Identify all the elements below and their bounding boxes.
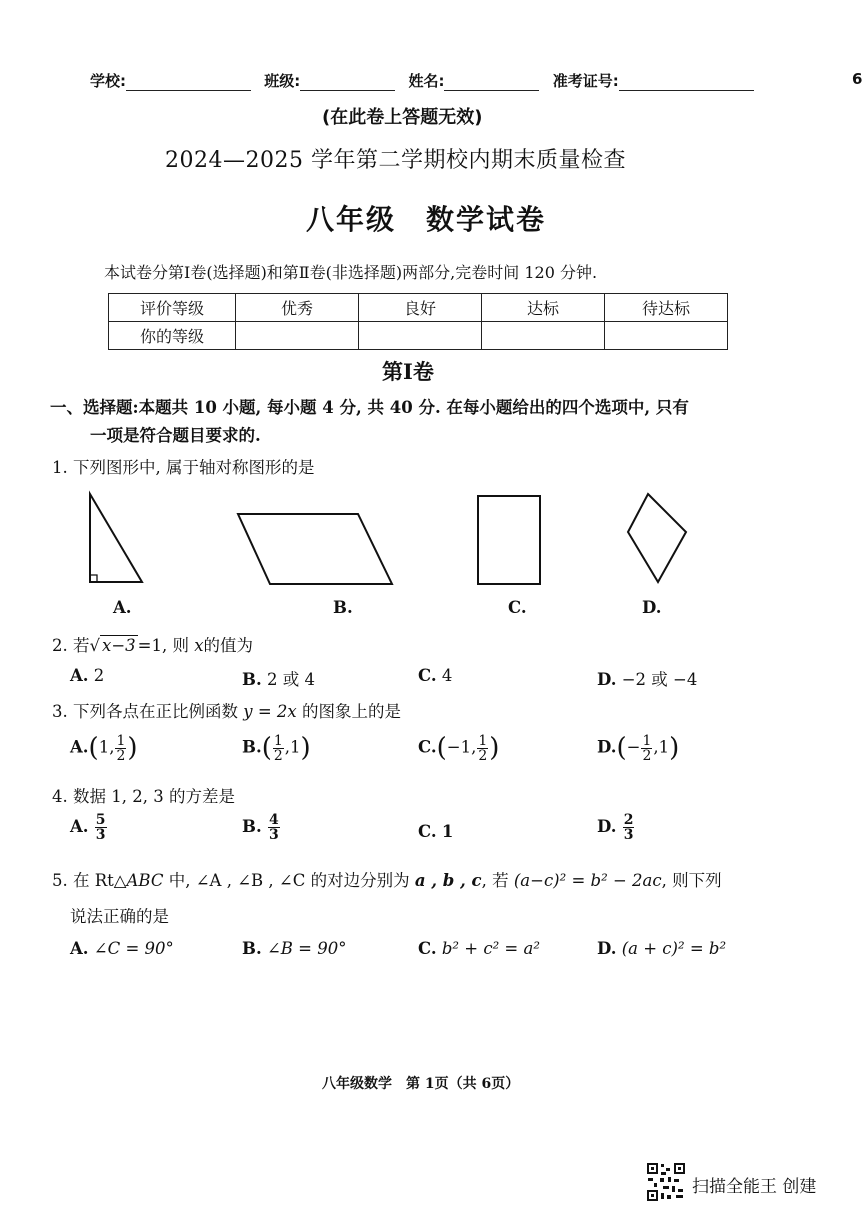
coord-y: 1 bbox=[290, 737, 301, 757]
q1-option-a-label: A. bbox=[113, 598, 132, 617]
page-footer: 八年级数学 第 1页（共 6页） bbox=[322, 1076, 520, 1092]
figure-b-parallelogram bbox=[238, 514, 392, 584]
question-text: , 若 bbox=[481, 871, 509, 890]
grade-table-cell: 良好 bbox=[359, 294, 482, 322]
q4-option-d[interactable] bbox=[597, 813, 635, 842]
grade-check-cell[interactable] bbox=[605, 322, 728, 350]
grade-check-cell[interactable] bbox=[236, 322, 359, 350]
q1-option-c-label: C. bbox=[508, 598, 527, 617]
fraction: $\frac{5}{3}$ bbox=[95, 812, 106, 843]
triangle-name: ABC bbox=[126, 871, 164, 890]
option-label: B. bbox=[242, 737, 262, 757]
class-label: 班级: bbox=[264, 72, 301, 90]
question-text: 在 Rt△ bbox=[73, 871, 127, 890]
q5-option-d[interactable] bbox=[597, 939, 726, 958]
grade-table-cell: 达标 bbox=[482, 294, 605, 322]
option-text: (a + c)² = b² bbox=[621, 939, 727, 958]
figure-c-rectangle bbox=[478, 496, 540, 584]
q4-option-a[interactable] bbox=[70, 813, 108, 842]
q3-option-d[interactable]: D.(− $\frac{1}{2}$ ,1) bbox=[597, 732, 680, 764]
name-field[interactable] bbox=[444, 74, 539, 91]
formula: y = 2x bbox=[243, 702, 297, 721]
radicand: x−3 bbox=[102, 636, 136, 655]
question-text: 若 bbox=[73, 636, 90, 655]
q5-option-b[interactable] bbox=[242, 939, 346, 958]
question-number: 5. bbox=[52, 871, 68, 890]
grade-check-cell[interactable] bbox=[359, 322, 482, 350]
option-label: B. bbox=[242, 670, 262, 689]
edge-mark: 6 bbox=[852, 70, 862, 88]
variable: x bbox=[194, 636, 204, 655]
option-label: C. bbox=[418, 737, 437, 757]
fraction: $\frac{1}{2}$ bbox=[273, 732, 283, 764]
exam-number-field[interactable] bbox=[619, 74, 754, 91]
q1-figures bbox=[80, 492, 700, 592]
grade-table-input-row bbox=[109, 322, 728, 350]
question-5 bbox=[52, 867, 722, 891]
school-field[interactable] bbox=[126, 74, 251, 91]
question-number: 3. bbox=[52, 702, 68, 721]
name-label: 姓名: bbox=[408, 72, 445, 90]
intro-text: 本试卷分第Ⅰ卷(选择题)和第Ⅱ卷(非选择题)两部分,完卷时间 120 分钟. bbox=[104, 263, 598, 282]
option-label: D. bbox=[597, 817, 617, 836]
exam-number-label: 准考证号: bbox=[552, 72, 619, 90]
question-3 bbox=[52, 698, 401, 722]
option-label: B. bbox=[242, 939, 262, 958]
q4-option-b[interactable] bbox=[242, 813, 281, 842]
exam-title: 2024—2025 学年第二学期校内期末质量检查 bbox=[165, 148, 626, 173]
fraction: $\frac{1}{2}$ bbox=[478, 732, 488, 764]
student-info-line bbox=[90, 70, 754, 91]
part-title: 第Ⅰ卷 bbox=[382, 359, 434, 384]
coord-x: −1 bbox=[446, 737, 472, 757]
coord-y: 1 bbox=[658, 737, 670, 757]
coord-x: 1 bbox=[98, 737, 110, 757]
q5-option-c[interactable] bbox=[418, 939, 540, 958]
option-text: ∠B = 90° bbox=[266, 939, 347, 958]
option-label: A. bbox=[70, 939, 89, 958]
grade-check-cell[interactable] bbox=[482, 322, 605, 350]
fraction: $\frac{1}{2}$ bbox=[116, 732, 126, 764]
notice: (在此卷上答题无效) bbox=[322, 107, 483, 128]
question-text: =1, 则 bbox=[137, 636, 189, 655]
fraction: $\frac{4}{3}$ bbox=[268, 812, 279, 843]
question-4 bbox=[52, 783, 235, 807]
option-label: C. bbox=[418, 822, 437, 841]
q4-option-c[interactable] bbox=[418, 822, 453, 841]
question-5-line2: 说法正确的是 bbox=[70, 907, 169, 926]
grade-table-header-row bbox=[109, 294, 728, 322]
variables: a , b , c bbox=[414, 871, 482, 890]
question-1 bbox=[52, 454, 315, 478]
q2-option-c[interactable] bbox=[418, 666, 452, 685]
q3-option-c[interactable]: C.(−1, $\frac{1}{2}$ ) bbox=[418, 732, 500, 764]
question-text: 的值为 bbox=[203, 636, 254, 655]
section1-instruction-line2: 一项是符合题目要求的. bbox=[90, 426, 261, 445]
grade-table-cell: 优秀 bbox=[236, 294, 359, 322]
class-field[interactable] bbox=[300, 74, 395, 91]
option-label: A. bbox=[70, 737, 89, 757]
option-text: 2 bbox=[93, 666, 105, 685]
option-label: A. bbox=[70, 666, 89, 685]
question-text: 下列各点在正比例函数 bbox=[73, 702, 238, 721]
option-label: C. bbox=[418, 939, 437, 958]
option-label: B. bbox=[242, 817, 262, 836]
question-text: 数据 1, 2, 3 的方差是 bbox=[73, 787, 235, 806]
question-2: 2. 若√ x−3 =1, 则 x的值为 bbox=[52, 636, 254, 655]
option-text: 2 或 4 bbox=[266, 670, 315, 689]
question-text: 的图象上的是 bbox=[301, 702, 401, 721]
option-text: ∠C = 90° bbox=[93, 939, 174, 958]
grade-table bbox=[108, 293, 728, 350]
equation: (a−c)² = b² − 2ac bbox=[513, 871, 662, 890]
grade-table-cell: 评价等级 bbox=[109, 294, 236, 322]
option-label: D. bbox=[597, 670, 617, 689]
q2-option-a[interactable] bbox=[70, 666, 104, 685]
question-text: , 则下列 bbox=[661, 871, 722, 890]
figure-d-kite bbox=[628, 494, 686, 582]
q2-option-b[interactable] bbox=[242, 666, 315, 690]
q2-option-d[interactable] bbox=[597, 666, 697, 690]
option-label: A. bbox=[70, 817, 89, 836]
option-label: D. bbox=[597, 939, 617, 958]
question-text: 中, ∠A , ∠B , ∠C 的对边分别为 bbox=[168, 871, 410, 890]
option-label: D. bbox=[597, 737, 617, 757]
question-number: 4. bbox=[52, 787, 68, 806]
school-label: 学校: bbox=[90, 72, 126, 90]
question-text: 下列图形中, 属于轴对称图形的是 bbox=[73, 458, 315, 477]
qr-code-icon bbox=[646, 1162, 686, 1202]
option-text: b² + c² = a² bbox=[441, 939, 540, 958]
question-number: 2. bbox=[52, 636, 68, 655]
figure-a-right-triangle bbox=[90, 494, 142, 582]
option-text: 4 bbox=[441, 666, 453, 685]
q3-option-a[interactable]: A.(1, $\frac{1}{2}$ ) bbox=[70, 732, 138, 764]
section1-instruction-line1: 一、选择题:本题共 10 小题, 每小题 4 分, 共 40 分. 在每小题给出的四个选项中, 只有 bbox=[50, 398, 689, 417]
option-text: −2 或 −4 bbox=[621, 670, 698, 689]
fraction: $\frac{1}{2}$ bbox=[642, 732, 652, 764]
option-text: 1 bbox=[441, 822, 454, 841]
option-label: C. bbox=[418, 666, 437, 685]
grade-table-cell: 待达标 bbox=[605, 294, 728, 322]
q1-option-b-label: B. bbox=[333, 598, 353, 617]
q1-option-d-label: D. bbox=[642, 598, 662, 617]
watermark-text: 扫描全能王 创建 bbox=[692, 1177, 817, 1197]
minus-sign: − bbox=[626, 737, 641, 757]
q5-option-a[interactable] bbox=[70, 939, 174, 958]
q3-option-b[interactable]: B.( $\frac{1}{2}$ ,1) bbox=[242, 732, 311, 764]
exam-subtitle: 八年级 数学试卷 bbox=[306, 203, 547, 236]
fraction: $\frac{2}{3}$ bbox=[623, 812, 634, 843]
question-number: 1. bbox=[52, 458, 68, 477]
your-grade-label: 你的等级 bbox=[109, 322, 236, 350]
